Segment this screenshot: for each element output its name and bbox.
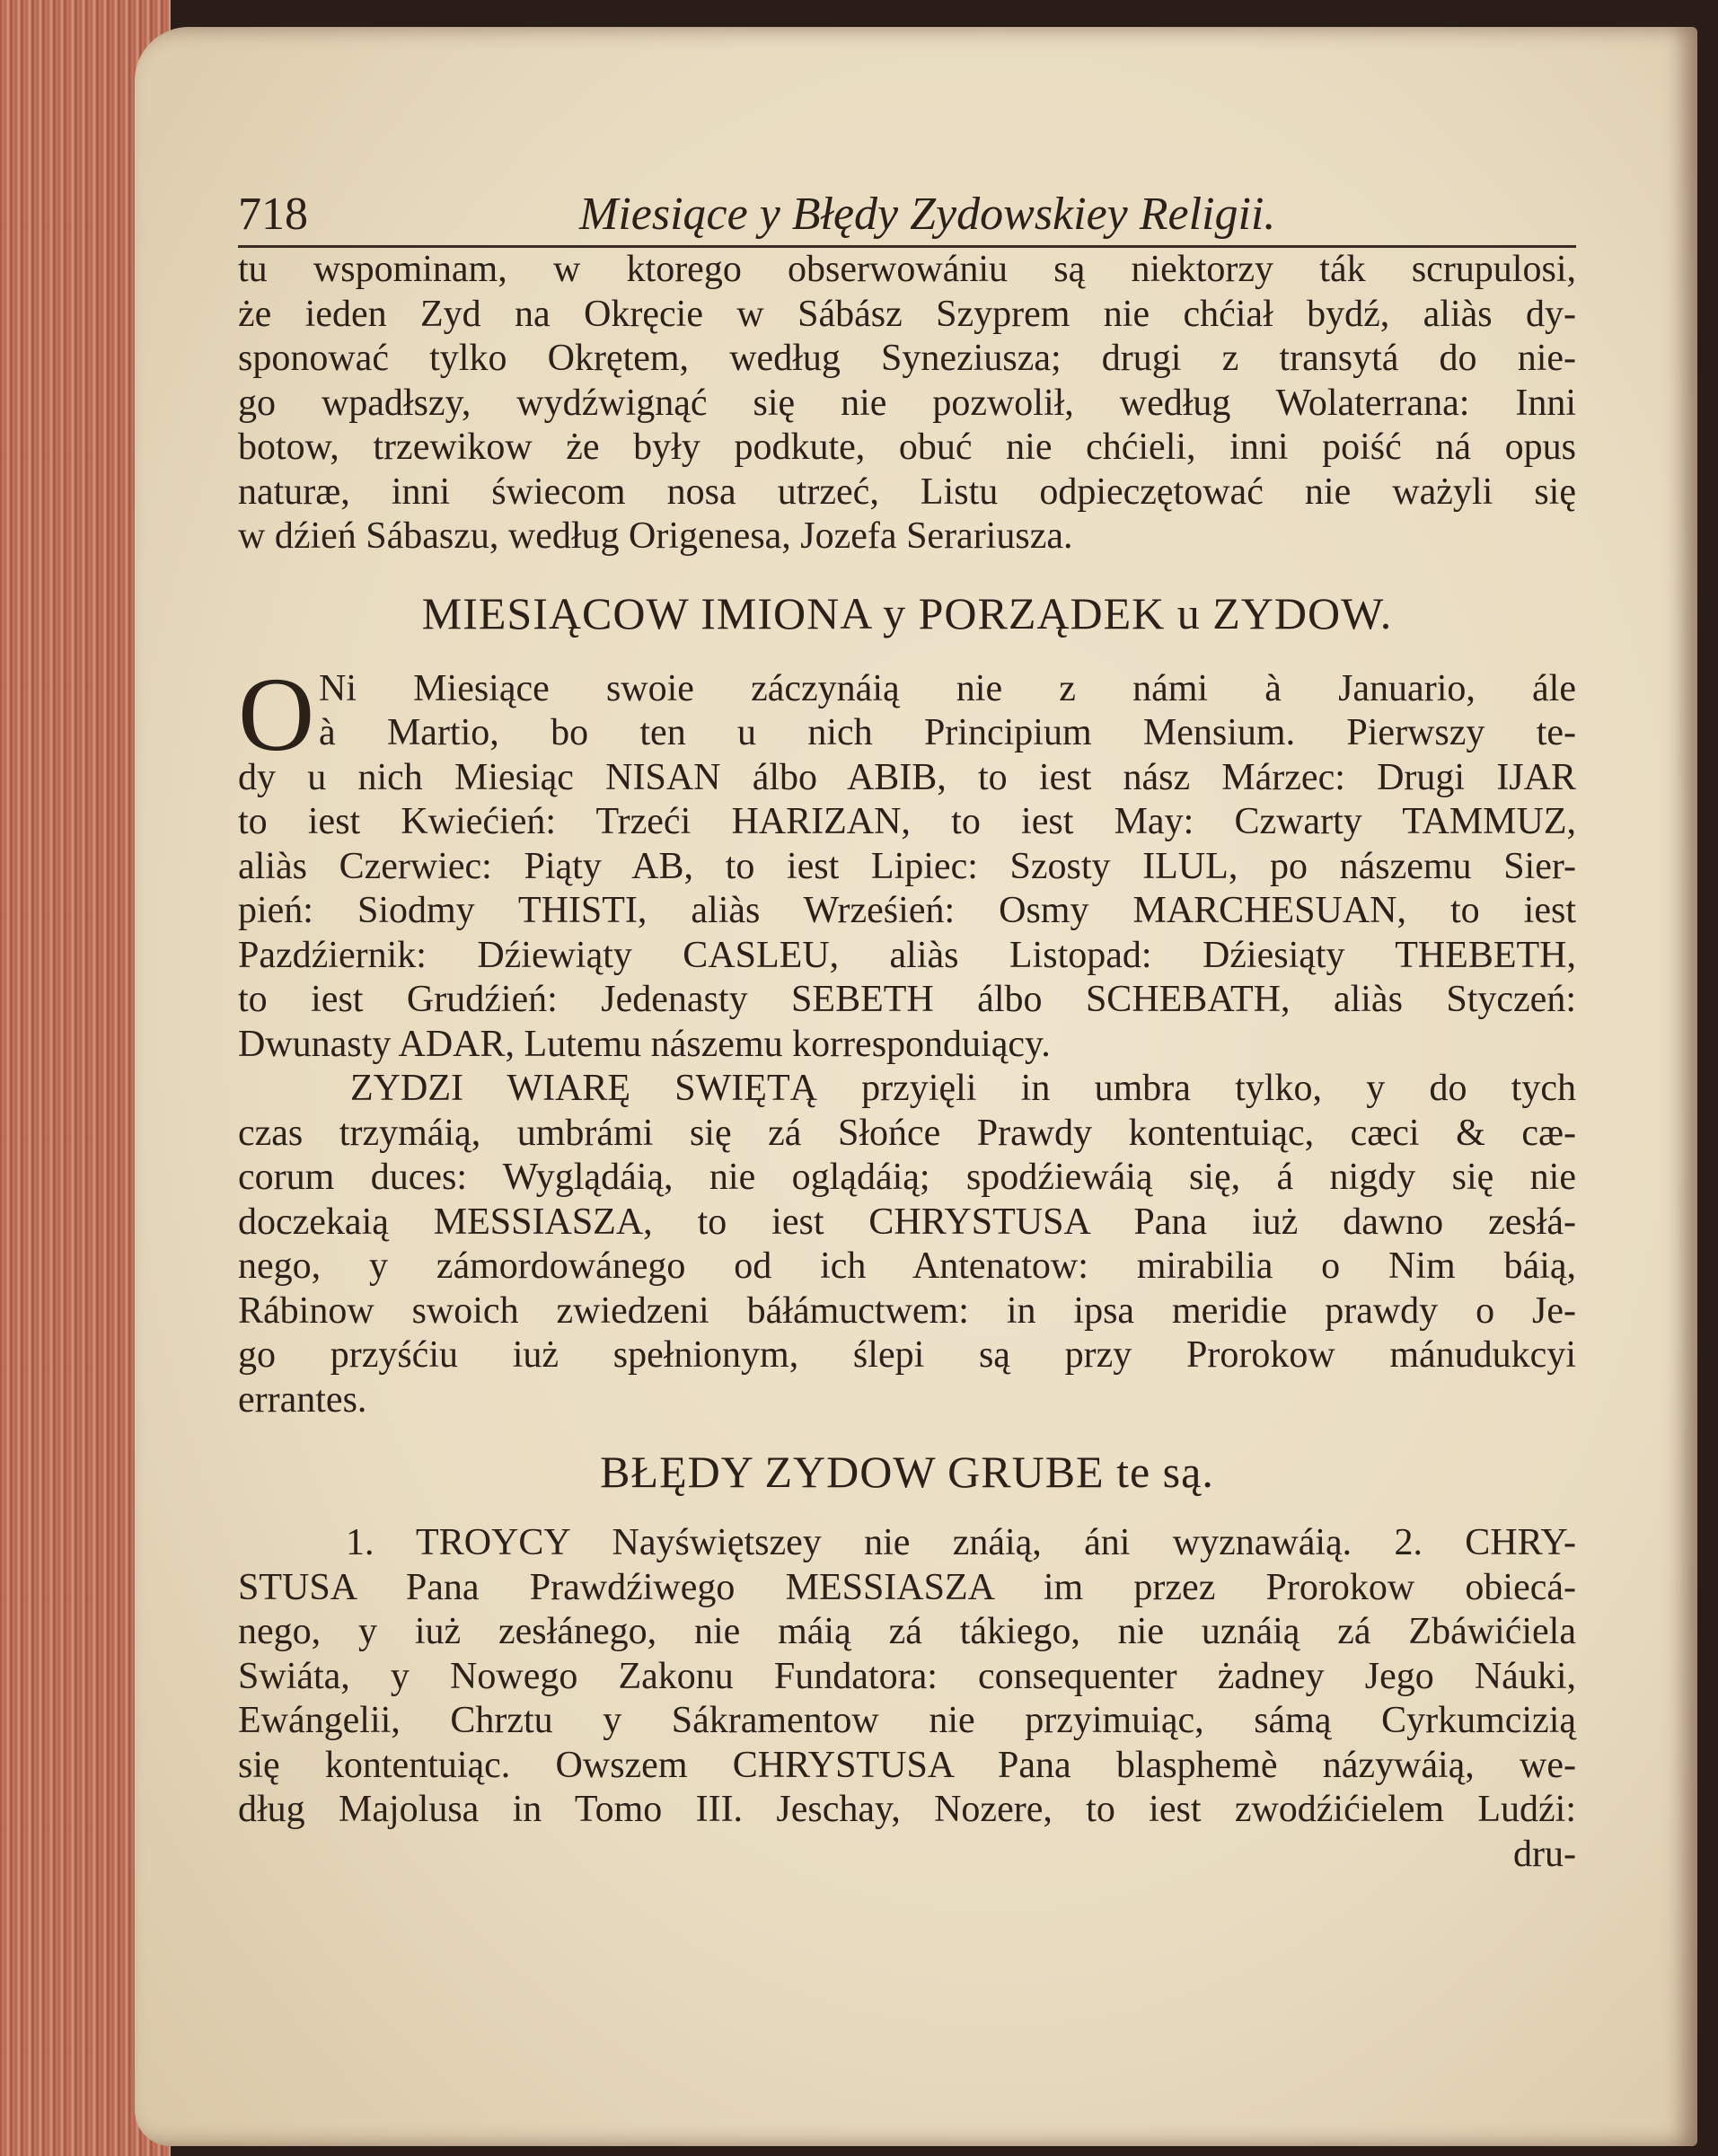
text-line: dług Majolusa in Tomo III. Jeschay, Nozere, to iest zwodźićielem Ludźi: [238, 1789, 1576, 1830]
page-number: 718 [238, 189, 308, 240]
text-line: czas trzymáią, umbrámi się zá Słońce Prawdy kontentuiąc, cæci & cæ- [238, 1112, 1576, 1154]
text-line: pień: Siodmy THISTI, aliàs Wrześień: Osmy MARCHESUAN, to iest [238, 890, 1576, 931]
text-line: botow, trzewikow że były podkute, obuć nie chćieli, inni poiść ná opus [238, 427, 1576, 468]
text-line: STUSA Pana Prawdźiwego MESSIASZA im przez Prorokow obiecá- [238, 1566, 1576, 1608]
text-line: doczekaią MESSIASZA, to iest CHRYSTUSA Pana iuż dawno zesłá- [238, 1201, 1576, 1243]
drop-cap: O [238, 655, 315, 773]
text-line: à Martio, bo ten u nich Principium Mensium. Pierwszy te- [319, 712, 1576, 753]
text-line: 1. TROYCY Nayświętszey nie znáią, áni wyznawáią. 2. CHRY- [346, 1522, 1576, 1563]
text-line: to iest Grudźień: Jedenasty SEBETH álbo SCHEBATH, aliàs Styczeń: [238, 979, 1576, 1020]
text-line: dy u nich Miesiąc NISAN álbo ABIB, to iest nász Márzec: Drugi IJAR [238, 756, 1576, 798]
text-line: że ieden Zyd na Okręcie w Sábász Szyprem nie chćiał bydź, aliàs dy- [238, 293, 1576, 335]
text-line: Swiáta, y Nowego Zakonu Fundatora: consequenter żadney Jego Náuki, [238, 1655, 1576, 1697]
text-line: to iest Kwiećień: Trzeći HARIZAN, to iest May: Czwarty TAMMUZ, [238, 801, 1576, 842]
text-line: go wpadłszy, wydźwignąć się nie pozwolił, według Wolaterrana: Inni [238, 382, 1576, 424]
running-head [238, 184, 1576, 248]
text-line: w dźień Sábaszu, według Origenesa, Jozefa Serariusza. [238, 515, 1073, 557]
text-line: ZYDZI WIARĘ SWIĘTĄ przyięli in umbra tylko, y do tych [350, 1068, 1576, 1109]
faith-paragraph [238, 1067, 1576, 1422]
text-line: nego, y iuż zesłánego, nie máią zá tákiego, nie uznáią zá Zbáwićiela [238, 1611, 1576, 1652]
running-title: Miesiące y Błędy Zydowskiey Religii. [579, 189, 1276, 240]
text-line: sponować tylko Okrętem, według Syneziusza; drugi z transytá do nie- [238, 338, 1576, 379]
text-line: tu wspominam, w ktorego obserwowániu są niektorzy ták scrupulosi, [238, 249, 1576, 290]
text-line: aliàs Czerwiec: Piąty AB, to iest Lipiec: Szosty ILUL, po nászemu Sier- [238, 845, 1576, 887]
text-line: Rábinow swoich zwiedzeni báłámuctwem: in ipsa meridie prawdy o Je- [238, 1289, 1576, 1332]
text-line: errantes. [238, 1378, 367, 1421]
section-heading-errors: BŁĘDY ZYDOW GRUBE te są. [600, 1447, 1214, 1497]
text-line: naturæ, inni świecom nosa utrzeć, Listu odpieczętować nie ważyli się [238, 471, 1576, 513]
catchword: dru- [1513, 1833, 1576, 1875]
months-paragraph [238, 655, 1576, 1068]
page-text-block [238, 184, 1576, 1877]
text-line: Pazdźiernik: Dźiewiąty CASLEU, aliàs Listopad: Dźiesiąty THEBETH, [238, 934, 1576, 976]
section-heading-months: MIESIĄCOW IMIONA y PORZĄDEK u ZYDOW. [421, 587, 1393, 638]
text-line: się kontentuiąc. Owszem CHRYSTUSA Pana blasphemè názywáią, we- [238, 1744, 1576, 1786]
errors-paragraph [238, 1521, 1576, 1833]
text-line: Dwunasty ADAR, Lutemu nászemu korresponduiący. [238, 1023, 1051, 1065]
intro-paragraph [238, 248, 1576, 559]
text-line: go przyśćiu iuż spełnionym, ślepi są przy Prorokow mánudukcyi [238, 1334, 1576, 1376]
text-line: Ewángelii, Chrztu y Sákramentow nie przyimuiąc, sámą Cyrkumcizią [238, 1700, 1576, 1741]
text-line: Ni Miesiące swoie záczynáią nie z námi à Januario, ále [319, 667, 1576, 709]
text-line: nego, y zámordowánego od ich Antenatow: mirabilia o Nim báią, [238, 1245, 1576, 1287]
text-line: corum duces: Wyglądáią, nie oglądáią; spodźiewáią się, á nigdy się nie [238, 1157, 1576, 1198]
